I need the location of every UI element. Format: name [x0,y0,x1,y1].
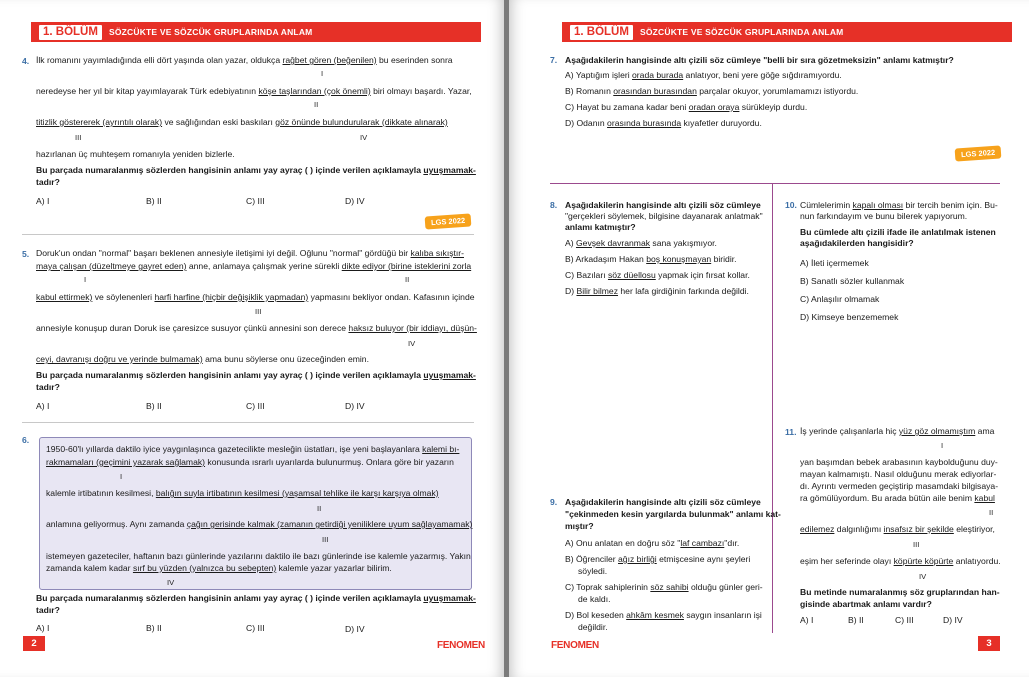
q8-stem-2: "gerçekleri söylemek, bilgisine dayanarak anlatmak" [565,211,763,221]
fenomen-logo: FENOMEN [551,640,599,651]
option-b[interactable]: B) Romanın orasından burasından parçalar okuyor, yorumlamamızı istiyordu. [565,86,859,96]
option-a[interactable]: A) I [36,623,50,633]
roman-2: II [317,504,322,513]
option-d[interactable]: D) IV [345,401,365,411]
option-d[interactable]: D) IV [345,196,365,206]
option-b[interactable]: B) II [146,401,162,411]
q4-line-1: İlk romanını yayımladığında elli dört yaşında olan yazar, oldukça rağbet gören (beğenilen) bu eserinden sonra [36,55,453,65]
question-number: 9. [550,497,558,507]
option-d[interactable]: D) IV [345,624,365,634]
q5-line-5: ceyi, davranışı doğru ve yerinde bulmamak) ama bunu söylerse onu üzeceğinden emin. [36,354,369,364]
roman-2: II [989,508,994,517]
roman-1: I [120,472,123,481]
roman-4: IV [408,339,416,348]
roman-3: III [75,133,82,142]
lgs-tag: LGS 2022 [425,213,472,229]
q8-stem-1: Aşağıdakilerin hangisinde altı çizili söz cümleye [565,200,761,210]
option-b[interactable]: B) II [146,196,162,206]
q10-line-2: nun farkındayım ve bunu bilerek yapıyorum. [800,211,968,221]
q11-line-6: edilemez dalgınlığımı insafsız bir şekilde eleştiriyor, [800,524,995,534]
q5-question-end: tadır? [36,382,60,392]
question-number: 8. [550,200,558,210]
option-a[interactable]: A) I [800,615,814,625]
q11-line-4: dı. Ayrıntı vermeden geçiştirip masamdaki bilgisaya- [800,481,999,491]
roman-4: IV [360,133,368,142]
q9-stem-1: Aşağıdakilerin hangisinde altı çizili söz cümleye [565,497,761,507]
q6-question: Bu parçada numaralanmış sözlerden hangisinin anlamı yay ayraç ( ) içinde verilen açıklamayla uyuşmamak- [36,593,476,603]
q10-line-1: Cümlelerimin kapalı olması bir tercih benim için. Bu- [800,200,998,210]
question-number: 11. [785,427,797,437]
option-b-cont: söyledi. [578,566,608,576]
q6-line-1: 1950-60'lı yıllarda daktilo iyice yaygınlaşınca gazetecilikte mesleğin üstatları, işe yeni başlayanlara kalemi bı- [46,444,460,454]
q4-line-2: neredeyse her yıl bir kitap yayımlayarak Türk edebiyatının köşe taşlarından (çok önemli) biri olmayı başardı. Yazar, [36,86,472,96]
left-page [0,0,504,677]
q10-stem-2: aşağıdakilerden hangisidir? [800,238,914,248]
page-number: 2 [23,636,45,651]
q10-stem-1: Bu cümlede altı çizili ifade ile anlatılmak istenen [800,227,996,237]
section-badge: 1. BÖLÜM [39,25,102,40]
question-number: 7. [550,55,558,65]
divider [22,422,474,423]
lgs-tag: LGS 2022 [955,145,1002,161]
q5-line-3: kabul ettirmek) ve söylenenleri harfi harfine (hiçbir değişiklik yapmadan) yapmasını bekliyor ondan. Kafasının içinde [36,292,475,302]
roman-4: IV [167,578,175,587]
q11-question-1: Bu metinde numaralanmış söz gruplarından han- [800,587,1000,597]
option-c[interactable]: C) Hayat bu zamana kadar beni oradan oraya sürükleyip durdu. [565,102,808,112]
option-d[interactable]: D) Bilir bilmez her lafa girdiğinin farkında değildi. [565,286,749,296]
roman-1: I [941,441,944,450]
option-b[interactable]: B) Sanatlı sözler kullanmak [800,276,905,286]
q5-line-1: Doruk'un ondan "normal" başarı beklenen annesiyle iletişimi iyi değil. Oğlunu "normal" gördüğü bir kalıba sıkıştır- [36,248,464,258]
q11-line-7: eşim her seferinde olayı köpürte köpürte anlatıyordu. [800,556,1001,566]
q7-stem: Aşağıdakilerin hangisinde altı çizili söz cümleye "belli bir sıra gözetmeksizin" anlamı katmıştır? [565,55,954,65]
page-number: 3 [978,636,1000,651]
q6-line-2: rakmamaları (geçimini yazarak sağlamak) konusunda ısrarlı uyarılarda bulunurmuş. Onlara göre bir yazarın [46,457,454,467]
option-d[interactable]: D) Odanın orasında burasında kıyafetler duruyordu. [565,118,762,128]
roman-3: III [322,535,329,544]
option-d[interactable]: D) Bol keseden ahkâm kesmek saygın insanların işi [565,610,762,620]
roman-4: IV [919,572,927,581]
q5-line-2: maya çalışan (düzeltmeye gayret eden) anne, anlamaya çalışmak yerine sürekli dikte ediyor (birine isteklerini zorla [36,261,472,271]
option-c[interactable]: C) III [246,401,265,411]
option-c[interactable]: C) Toprak sahiplerinin söz sahibi olduğu günler geri- [565,582,763,592]
q11-question-2: gisinde abartmak anlamı vardır? [800,599,932,609]
roman-1: I [84,275,87,284]
option-c[interactable]: C) Bazıları söz düellosu yapmak için fırsat kollar. [565,270,750,280]
option-b[interactable]: B) Arkadaşım Hakan boş konuşmayan biridir. [565,254,737,264]
option-a[interactable]: A) Onu anlatan en doğru söz "laf cambazı"dır. [565,538,740,548]
divider [550,183,1000,184]
option-d-cont: değildir. [578,622,608,632]
roman-1: I [321,69,324,78]
q6-line-4: anlamına geliyormuş. Aynı zamanda çağın gerisinde kalmak (zamanın getirdiği yeniliklere uyum sağlayamamak) [46,519,473,529]
q11-line-5: ra gömülüyordum. Bu arada bütün aile benim kabul [800,493,995,503]
option-c[interactable]: C) III [246,623,265,633]
option-d[interactable]: D) Kimseye benzememek [800,312,899,322]
fenomen-logo: FENOMEN [437,640,485,651]
option-a[interactable]: A) Gevşek davranmak sana yakışmıyor. [565,238,717,248]
q11-line-1: İş yerinde çalışanlarla hiç yüz göz olmamıştım ama [800,426,995,436]
q9-stem-2: "çekinmeden kesin yargılarda bulunmak" anlamı kat- [565,509,781,519]
option-b[interactable]: B) Öğrenciler ağız birliği etmişcesine aynı şeyleri [565,554,751,564]
q5-question: Bu parçada numaralanmış sözlerden hangisinin anlamı yay ayraç ( ) içinde verilen açıklamayla uyuşmamak- [36,370,476,380]
option-b[interactable]: B) II [848,615,864,625]
roman-3: III [255,307,262,316]
divider [22,234,474,235]
q6-line-5: istemeyen gazeteciler, haftanın bazı günlerinde yazılarını daktilo ile bazı günlerinde ise kalemle yazarmış. Yakın [46,551,471,561]
option-a[interactable]: A) İleti içermemek [800,258,869,268]
question-number: 10. [785,200,797,210]
question-number: 6. [22,435,30,445]
q5-line-4: annesiyle konuşup duran Doruk ise çaresizce susuyor çünkü annesini son derece haksız buluyor (bir iddiayı, düşün- [36,323,477,333]
option-c[interactable]: C) III [246,196,265,206]
q9-stem-3: mıştır? [565,521,594,531]
option-a[interactable]: A) I [36,401,50,411]
option-a[interactable]: A) I [36,196,50,206]
option-b[interactable]: B) II [146,623,162,633]
option-c-cont: de kaldı. [578,594,611,604]
q6-question-end: tadır? [36,605,60,615]
column-divider [772,183,773,633]
q4-question: Bu parçada numaralanmış sözlerden hangisinin anlamı yay ayraç ( ) içinde verilen açıklamayla uyuşmamak- [36,165,476,175]
right-page [509,0,1029,677]
question-number: 4. [22,56,30,66]
section-badge: 1. BÖLÜM [570,25,633,40]
option-c[interactable]: C) Anlaşılır olmamak [800,294,880,304]
question-number: 5. [22,249,30,259]
roman-2: II [405,275,410,284]
q4-question-end: tadır? [36,177,60,187]
roman-3: III [913,540,920,549]
roman-2: II [314,100,319,109]
option-c[interactable]: C) III [895,615,914,625]
option-d[interactable]: D) IV [943,615,963,625]
section-header [31,22,481,42]
q6-line-3: kalemle irtibatının kesilmesi, balığın suyla irtibatının kesilmesi (yaşamsal tehlike ile karşı karşıya olmak) [46,488,439,498]
section-title: SÖZCÜKTE VE SÖZCÜK GRUPLARINDA ANLAM [108,27,313,37]
q4-line-3: titizlik göstererek (ayrıntılı olarak) ve sağlığından eski baskıları göz önünde bulundurularak (dikkate alınarak) [36,117,448,127]
option-a[interactable]: A) Yaptığım işleri orada burada anlatıyor, beni yere göğe sığdıramıyordu. [565,70,842,80]
q11-line-3: mayan kalmamıştı. Nasıl olduğunu merak ediyorlar- [800,469,997,479]
q6-line-6: zamanda kalem kadar sırf bu yüzden (yalnızca bu sebepten) kalemle yazar yazarlar bilirim. [46,563,392,573]
q4-line-4: hazırlanan üç muhteşem romanıyla yeniden bizlerle. [36,149,235,159]
q11-line-2: yan başımdan bebek arabasının kaybolduğunu duy- [800,457,998,467]
q8-stem-3: anlamı katmıştır? [565,222,636,232]
section-title: SÖZCÜKTE VE SÖZCÜK GRUPLARINDA ANLAM [639,27,844,37]
section-header [562,22,1012,42]
